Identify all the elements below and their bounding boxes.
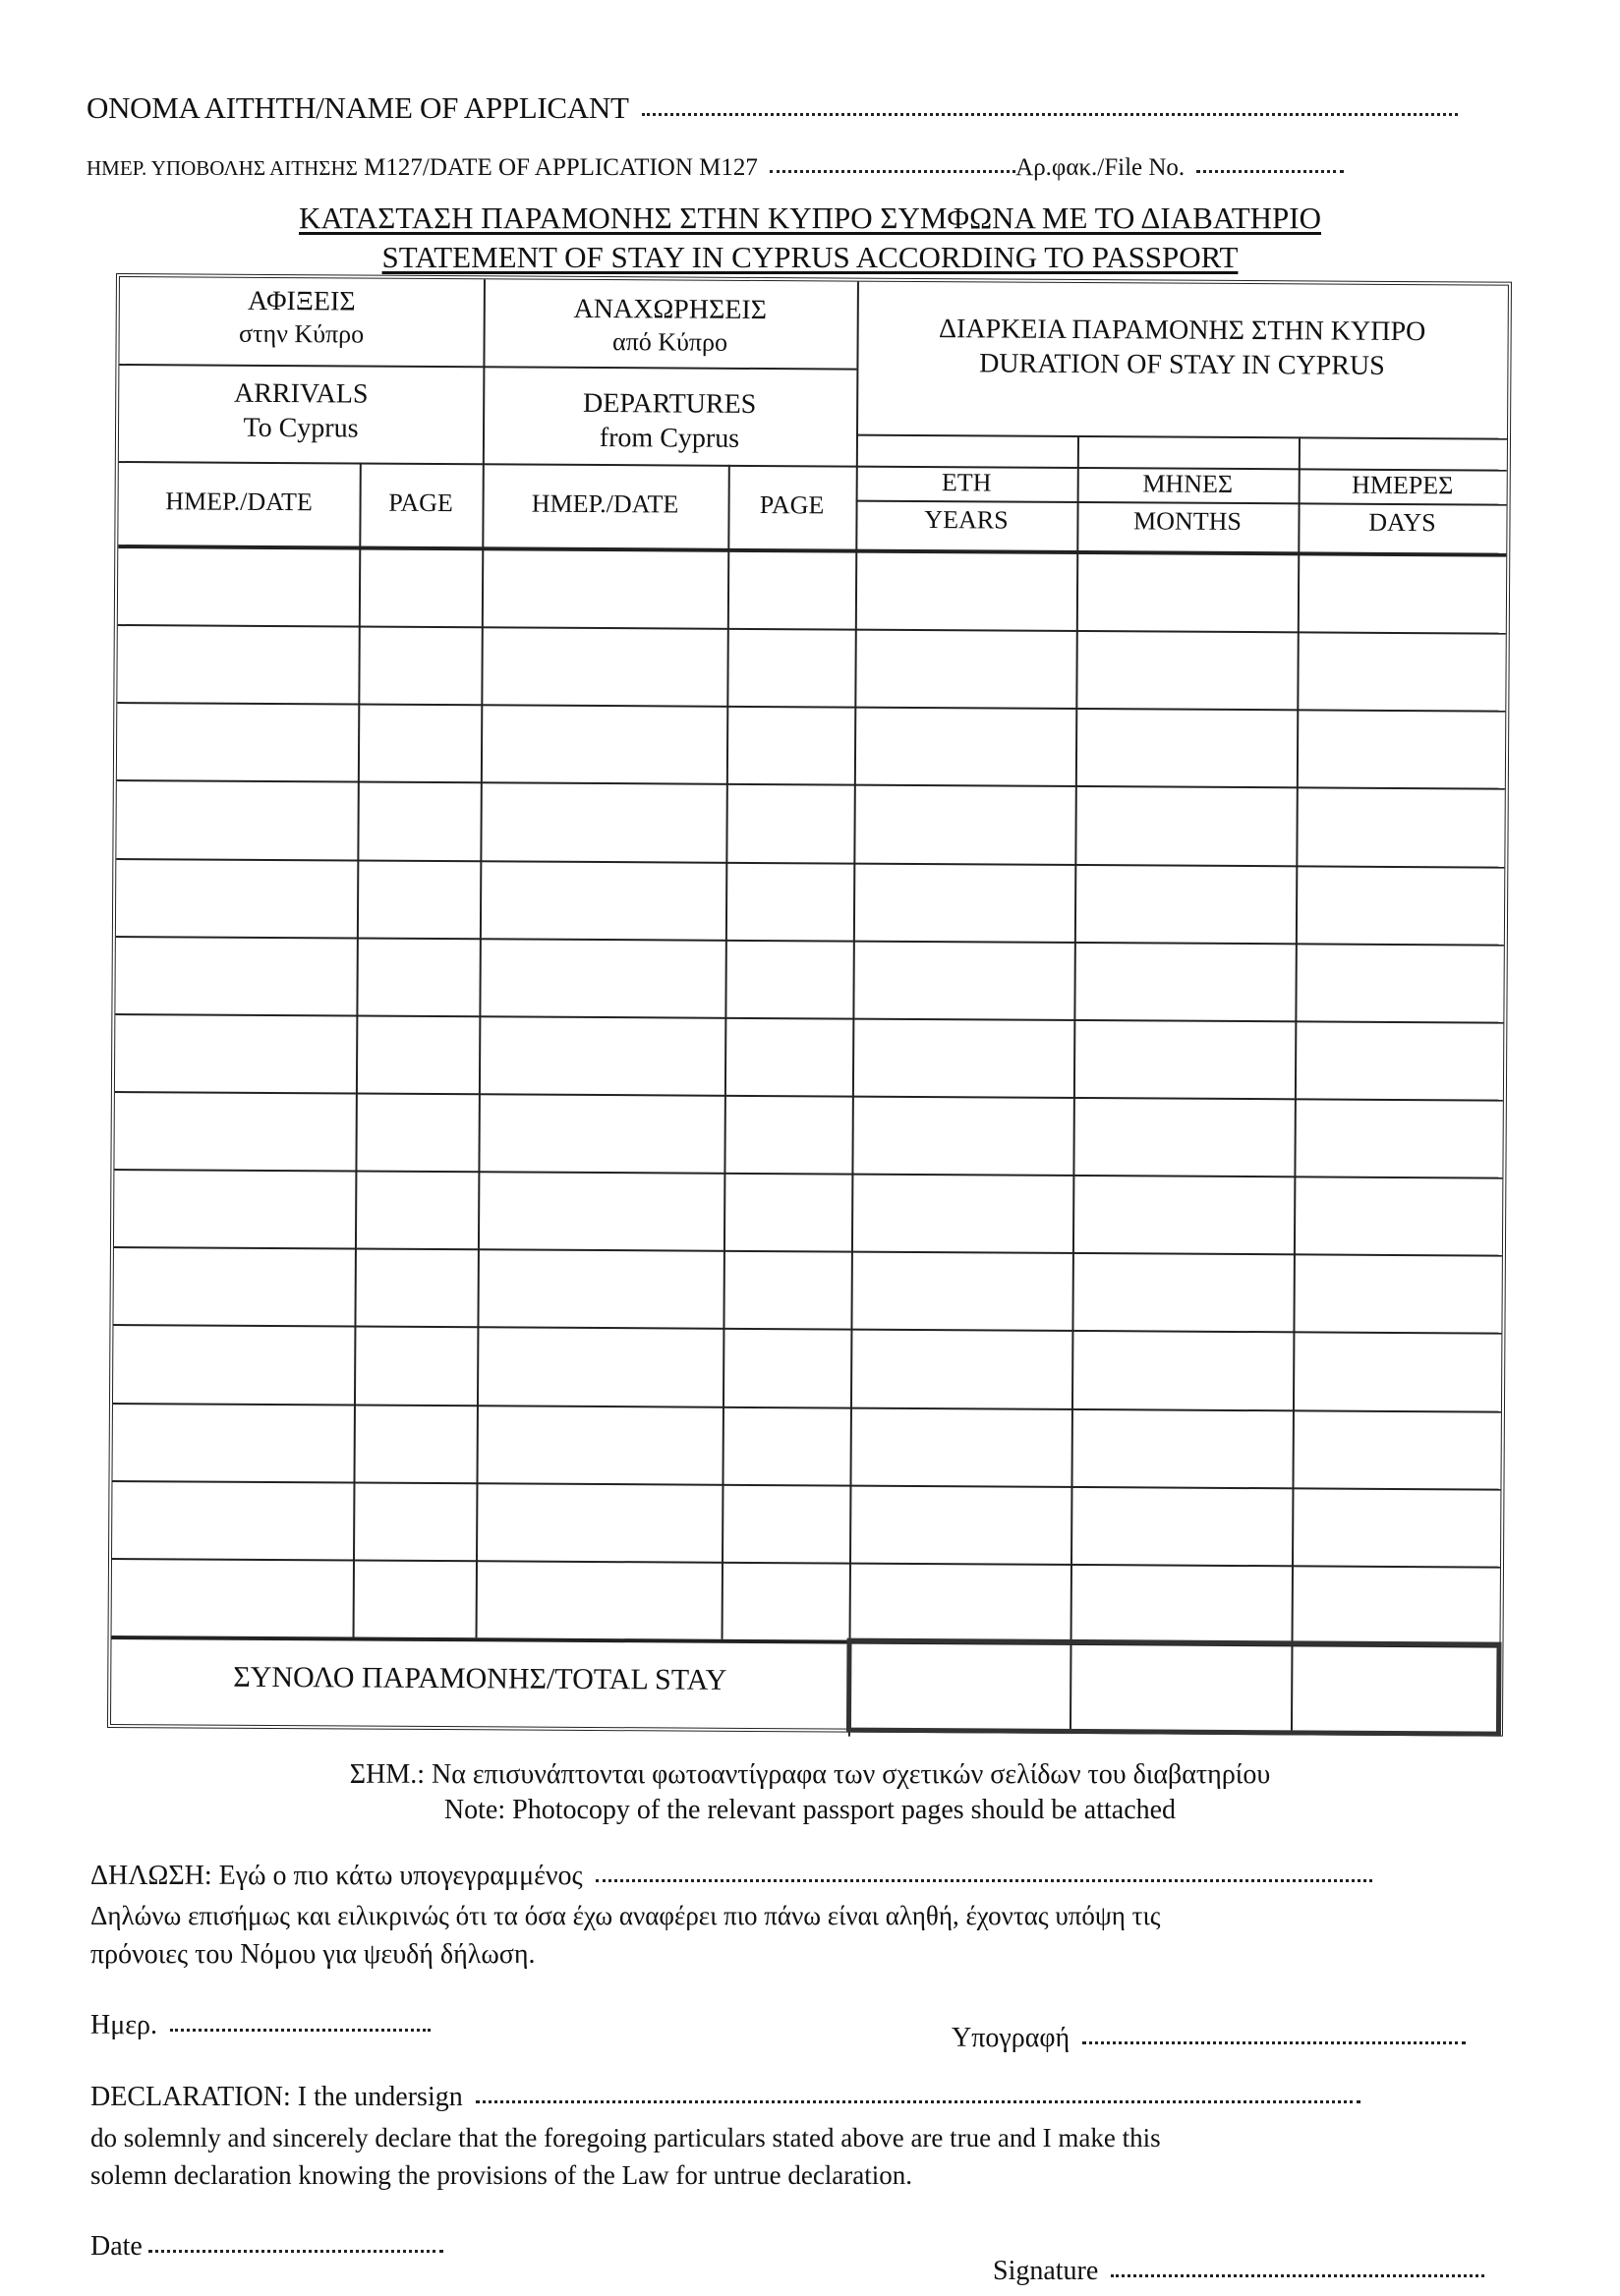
table-cell[interactable] [120, 704, 355, 779]
table-cell[interactable] [1297, 1177, 1499, 1252]
declaration-english-name-field[interactable] [476, 2100, 1360, 2103]
table-cell[interactable] [117, 1093, 352, 1169]
table-cell[interactable] [359, 1016, 476, 1091]
statement-of-stay-table [107, 273, 1512, 1737]
table-cell[interactable] [357, 1328, 474, 1403]
table-row [113, 1246, 1501, 1333]
table-cell[interactable] [1074, 1332, 1290, 1406]
table-cell[interactable] [479, 1562, 719, 1637]
table-cell[interactable] [1077, 866, 1293, 941]
table-row [112, 1558, 1500, 1644]
table-cell[interactable] [115, 1560, 350, 1636]
note-greek: ΣΗΜ.: Να επισυνάπτονται φωτοαντίγραφα των σχετικών σελίδων του διαβατηρίου [349, 1759, 1271, 1790]
table-cell[interactable] [855, 1019, 1070, 1094]
table-cell[interactable] [1079, 554, 1295, 629]
application-date-label-english: M127/DATE OF APPLICATION M127 [364, 154, 758, 181]
table-cell[interactable] [360, 861, 477, 936]
declaration-greek-name-field[interactable] [596, 1879, 1372, 1882]
greek-date-field[interactable] [170, 2029, 431, 2032]
table-cell[interactable] [115, 1482, 350, 1558]
table-cell[interactable] [726, 1175, 848, 1249]
total-years-field[interactable] [853, 1646, 1068, 1728]
table-cell[interactable] [479, 1484, 719, 1560]
declaration-greek-lead: ΔΗΛΩΣΗ: Εγώ ο πιο κάτω υπογεγραμμένος [90, 1861, 1372, 1892]
table-cell[interactable] [483, 862, 723, 938]
table-row [114, 1091, 1502, 1177]
table-cell[interactable] [484, 628, 723, 704]
table-cell[interactable] [725, 1252, 847, 1327]
declaration-english-line2: solemn declaration knowing the provisions of the Law for untrue declaration. [90, 2160, 913, 2190]
table-row [117, 702, 1505, 788]
table-cell[interactable] [116, 1248, 351, 1324]
column-header-greek: ΕΤΗ [941, 468, 992, 497]
table-cell[interactable] [1300, 634, 1502, 709]
table-cell[interactable] [854, 1176, 1070, 1250]
table-row [116, 858, 1504, 945]
greek-date-row: Ημερ. [90, 2010, 431, 2041]
greek-signature-field[interactable] [1082, 2041, 1466, 2044]
table-cell[interactable] [483, 784, 723, 860]
table-cell[interactable] [1296, 1256, 1498, 1331]
table-cell[interactable] [1076, 1021, 1292, 1096]
english-date-row: Date [90, 2231, 443, 2263]
english-signature-field[interactable] [1111, 2274, 1484, 2277]
departures-header-greek: ΑΝΑΧΩΡΗΣΕΙΣ από Κύπρο [573, 293, 768, 357]
file-number-label: Αρ.φακ./File No. [1015, 154, 1186, 181]
table-cell[interactable] [1074, 1254, 1290, 1329]
table-cell[interactable] [725, 1407, 847, 1482]
table-cell[interactable] [120, 626, 355, 702]
table-cell[interactable] [854, 1098, 1070, 1173]
column-header-english: ΗΜΕΡ./DATE [531, 488, 679, 519]
file-number-field[interactable] [1196, 170, 1344, 173]
table-cell[interactable] [121, 548, 356, 624]
column-header-greek: ΗΜΕΡΕΣ [1351, 470, 1454, 500]
table-cell[interactable] [361, 628, 478, 703]
table-cell[interactable] [1075, 1099, 1291, 1174]
duration-header: ΔΙΑΡΚΕΙΑ ΠΑΡΑΜΟΝΗΣ ΣΤΗΝ ΚΥΠΡΟ DURATION OF STAY IN CYPRUS [938, 314, 1426, 381]
table-cell[interactable] [858, 553, 1073, 628]
column-header-english: PAGE [759, 490, 825, 520]
table-cell[interactable] [1300, 712, 1502, 786]
table-cell[interactable] [728, 863, 850, 938]
application-date-row [87, 154, 1344, 182]
table-row [116, 779, 1504, 866]
table-cell[interactable] [852, 1564, 1068, 1638]
table-cell[interactable] [856, 864, 1071, 939]
column-header-english: DAYS [1368, 507, 1436, 538]
table-row [114, 1169, 1502, 1255]
table-cell[interactable] [857, 709, 1072, 783]
table-cell[interactable] [725, 1330, 847, 1405]
table-cell[interactable] [1299, 789, 1501, 864]
declaration-greek-line2: πρόνοιες του Νόμου για ψευδή δήλωση. [90, 1939, 536, 1970]
table-cell[interactable] [356, 1483, 473, 1558]
table-cell[interactable] [1073, 1488, 1289, 1563]
greek-signature-row: Υπογραφή [952, 2023, 1466, 2054]
departures-header-english: DEPARTURES from Cyprus [582, 387, 757, 454]
table-cell[interactable] [360, 783, 477, 858]
table-cell[interactable] [724, 1564, 846, 1638]
table-cell[interactable] [484, 707, 723, 782]
table-cell[interactable] [853, 1253, 1069, 1328]
table-row [117, 624, 1505, 711]
form-title-greek: ΚΑΤΑΣΤΑΣΗ ΠΑΡΑΜΟΝΗΣ ΣΤΗΝ ΚΥΠΡΟ ΣΥΜΦΩΝΑ ΜΕ ΤΟ ΔΙΑΒΑΤΗΡΙΟ [299, 201, 1321, 235]
table-cell[interactable] [358, 1173, 475, 1247]
applicant-name-row [87, 90, 1458, 126]
table-cell[interactable] [485, 550, 724, 626]
table-row [112, 1480, 1500, 1567]
table-cell[interactable] [119, 860, 354, 936]
table-cell[interactable] [1078, 632, 1294, 707]
table-cell[interactable] [482, 1017, 722, 1093]
table-cell[interactable] [1076, 944, 1292, 1018]
table-cell[interactable] [852, 1408, 1068, 1483]
column-header-greek: ΜΗΝΕΣ [1142, 469, 1234, 498]
declaration-greek-line1: Δηλώνω επισήμως και ειλικρινώς ότι τα όσα έχω αναφέρει πιο πάνω είναι αληθή, έχοντας υπόψη τις [90, 1901, 1161, 1930]
table-cell[interactable] [1296, 1334, 1498, 1408]
column-header-english: YEARS [924, 505, 1009, 535]
table-cell[interactable] [855, 942, 1070, 1016]
applicant-name-label: ONOMA AITHTH/NAME OF APPLICANT [87, 90, 629, 125]
table-cell[interactable] [853, 1331, 1069, 1406]
table-cell[interactable] [481, 1095, 721, 1171]
column-header-english: PAGE [388, 488, 453, 518]
table-row [115, 1013, 1503, 1100]
table-cell[interactable] [724, 1486, 846, 1561]
arrivals-header-greek: ΑΦΙΞΕΙΣ στην Κύπρο [238, 285, 365, 349]
total-months-field[interactable] [1074, 1647, 1289, 1729]
table-cell[interactable] [729, 630, 851, 705]
table-cell[interactable] [1295, 1489, 1497, 1564]
table-cell[interactable] [481, 1173, 721, 1248]
table-cell[interactable] [856, 786, 1071, 861]
table-cell[interactable] [356, 1561, 473, 1636]
declaration-english-lead: DECLARATION: I the undersign [90, 2082, 1360, 2113]
table-cell[interactable] [1298, 945, 1500, 1019]
table-cell[interactable] [729, 708, 851, 782]
table-cell[interactable] [359, 939, 476, 1013]
table-cell[interactable] [361, 706, 478, 780]
applicant-name-field[interactable] [642, 113, 1458, 116]
table-cell[interactable] [119, 781, 354, 857]
table-cell[interactable] [117, 1171, 352, 1246]
total-days-field[interactable] [1296, 1648, 1492, 1730]
application-date-field[interactable] [770, 170, 1015, 173]
table-cell[interactable] [727, 1019, 849, 1094]
table-cell[interactable] [728, 785, 850, 860]
table-cell[interactable] [852, 1486, 1068, 1561]
table-cell[interactable] [730, 552, 852, 627]
table-cell[interactable] [1301, 555, 1503, 630]
table-cell[interactable] [1078, 710, 1294, 784]
declaration-english-line1: do solemnly and sincerely declare that the foregoing particulars stated above are true and I make this [90, 2123, 1161, 2152]
note-english: Note: Photocopy of the relevant passport pages should be attached [443, 1795, 1177, 1825]
table-cell[interactable] [1073, 1566, 1289, 1640]
table-cell[interactable] [1295, 1567, 1497, 1641]
table-row [113, 1403, 1501, 1489]
total-stay-label: ΣΥΝΟΛΟ ΠΑΡΑΜΟΝΗΣ/TOTAL STAY [233, 1660, 727, 1696]
table-cell[interactable] [727, 942, 849, 1016]
table-row [118, 546, 1506, 633]
table-cell[interactable] [357, 1406, 474, 1480]
table-cell[interactable] [118, 938, 353, 1013]
english-date-field[interactable] [148, 2250, 443, 2253]
application-date-label-greek: ΗΜΕΡ. ΥΠΟΒΟΛΗΣ ΑΙΤΗΣΗΣ [87, 156, 358, 180]
table-row [115, 936, 1503, 1022]
arrivals-header-english: ARRIVALS To Cyprus [233, 377, 369, 444]
table-cell[interactable] [357, 1250, 474, 1325]
column-header-english: ΗΜΕΡ./DATE [165, 487, 313, 517]
table-cell[interactable] [480, 1251, 720, 1327]
table-cell[interactable] [1075, 1177, 1291, 1251]
table-cell[interactable] [116, 1326, 351, 1402]
english-signature-row: Signature [993, 2256, 1484, 2287]
table-cell[interactable] [482, 940, 722, 1015]
table-cell[interactable] [1299, 867, 1501, 942]
table-cell[interactable] [480, 1329, 720, 1405]
table-cell[interactable] [480, 1406, 720, 1482]
table-cell[interactable] [362, 550, 479, 625]
table-row [113, 1324, 1501, 1410]
table-cell[interactable] [1077, 787, 1293, 862]
table-cell[interactable] [358, 1095, 475, 1170]
form-title-english: STATEMENT OF STAY IN CYPRUS ACCORDING TO PASSPORT [381, 240, 1239, 274]
table-cell[interactable] [118, 1015, 353, 1091]
table-cell[interactable] [1298, 1022, 1500, 1097]
table-cell[interactable] [1295, 1411, 1497, 1486]
table-cell[interactable] [116, 1405, 351, 1480]
table-cell[interactable] [1297, 1100, 1499, 1175]
table-cell[interactable] [726, 1097, 848, 1172]
column-header-english: MONTHS [1132, 506, 1242, 536]
table-cell[interactable] [1073, 1410, 1289, 1485]
table-cell[interactable] [857, 631, 1072, 706]
